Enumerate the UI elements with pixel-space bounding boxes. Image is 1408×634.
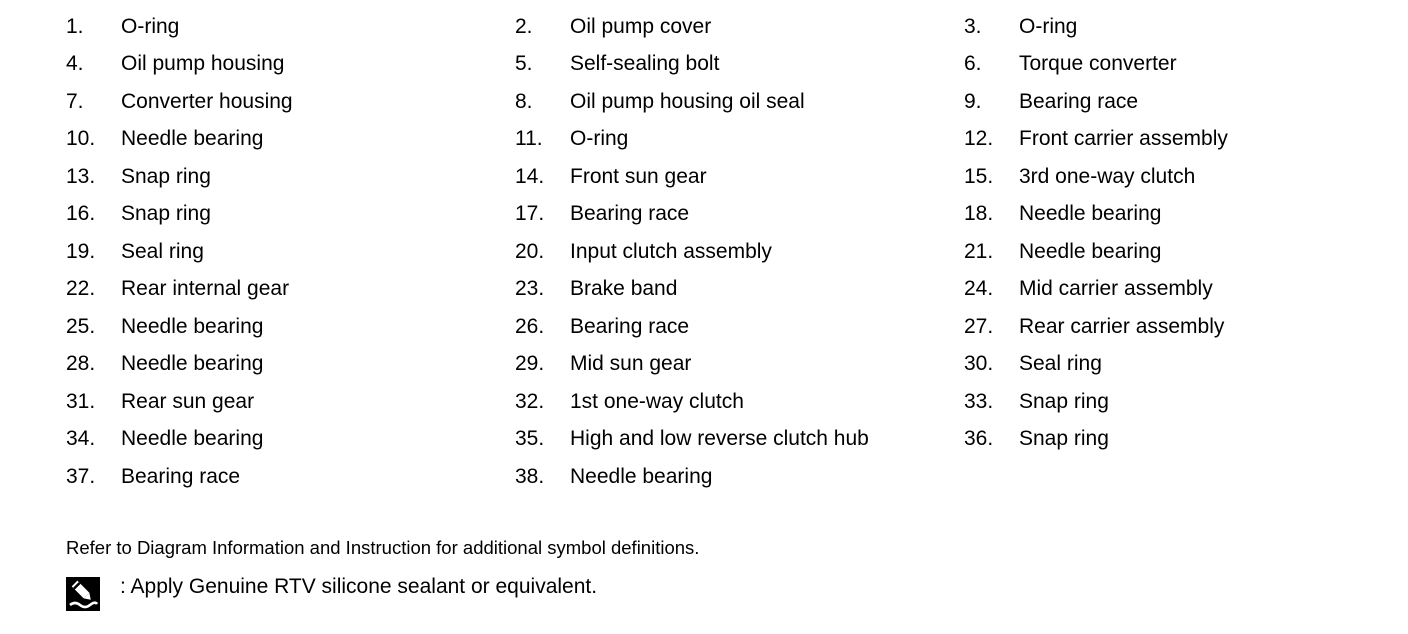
- legend-label: Rear carrier assembly: [1019, 314, 1225, 338]
- legend-item-2: [515, 8, 964, 46]
- symbol-definition-note: Refer to Diagram Information and Instruction for additional symbol definitions.: [66, 537, 700, 558]
- legend-number: 30.: [964, 352, 994, 376]
- legend-item-31: [66, 383, 515, 421]
- sealant-symbol-text: : Apply Genuine RTV silicone sealant or equivalent.: [120, 575, 598, 598]
- legend-item-16: [66, 196, 515, 234]
- legend-item-13: [66, 158, 515, 196]
- legend-item-7: [66, 83, 515, 121]
- legend-number: 4.: [66, 52, 84, 76]
- legend-number: 15.: [964, 164, 994, 188]
- legend-item-1: [66, 8, 515, 46]
- legend-label: Snap ring: [121, 202, 211, 226]
- legend-label: Seal ring: [1019, 352, 1102, 376]
- legend-label: Bearing race: [570, 202, 690, 226]
- legend-number: 25.: [66, 314, 96, 338]
- sealant-icon: [66, 577, 100, 611]
- legend-number: 31.: [66, 389, 96, 413]
- legend-number: 38.: [515, 464, 545, 488]
- legend-item-37: [66, 458, 515, 496]
- legend-item-20: [515, 233, 964, 271]
- legend-item-35: [515, 421, 964, 459]
- legend-item-11: [515, 121, 964, 159]
- legend-label: Needle bearing: [121, 314, 264, 338]
- legend-label: 1st one-way clutch: [570, 389, 744, 413]
- legend-number: 5.: [515, 52, 533, 76]
- legend-label: Needle bearing: [121, 127, 264, 151]
- legend-label: O-ring: [121, 14, 180, 38]
- legend-label: Snap ring: [1019, 389, 1109, 413]
- legend-item-36: [964, 421, 1364, 459]
- legend-number: 2.: [515, 14, 533, 38]
- legend-label: Bearing race: [121, 464, 241, 488]
- legend-item-22: [66, 271, 515, 309]
- legend-number: 23.: [515, 277, 545, 301]
- legend-item-30: [964, 346, 1364, 384]
- legend-item-12: [964, 121, 1364, 159]
- legend-number: 13.: [66, 164, 96, 188]
- legend-item-38: [515, 458, 964, 496]
- legend-number: 11.: [515, 127, 543, 151]
- legend-label: Needle bearing: [121, 427, 264, 451]
- legend-label: Front sun gear: [570, 164, 707, 188]
- legend-number: 20.: [515, 239, 545, 263]
- sealant-symbol-row: [66, 574, 597, 610]
- legend-item-25: [66, 308, 515, 346]
- legend-number: 32.: [515, 389, 545, 413]
- legend-number: 10.: [66, 127, 96, 151]
- legend-label: Needle bearing: [1019, 239, 1162, 263]
- legend-number: 3.: [964, 14, 982, 38]
- legend-label: Seal ring: [121, 239, 204, 263]
- legend-label: Mid sun gear: [570, 352, 692, 376]
- legend-label: Needle bearing: [121, 352, 264, 376]
- legend-item-23: [515, 271, 964, 309]
- legend-label: Rear sun gear: [121, 389, 255, 413]
- legend-number: 33.: [964, 389, 994, 413]
- legend-item-27: [964, 308, 1364, 346]
- legend-item-6: [964, 46, 1364, 84]
- legend-number: 22.: [66, 277, 96, 301]
- legend-item-21: [964, 233, 1364, 271]
- legend-number: 29.: [515, 352, 545, 376]
- legend-label: Needle bearing: [1019, 202, 1162, 226]
- legend-label: High and low reverse clutch hub: [570, 427, 869, 451]
- legend-item-33: [964, 383, 1364, 421]
- legend-number: 7.: [66, 89, 84, 113]
- legend-number: 8.: [515, 89, 533, 113]
- legend-label: O-ring: [1019, 14, 1078, 38]
- legend-label: Needle bearing: [570, 464, 713, 488]
- legend-item-9: [964, 83, 1364, 121]
- legend-label: Rear internal gear: [121, 277, 290, 301]
- legend-item-17: [515, 196, 964, 234]
- legend-item-10: [66, 121, 515, 159]
- legend-label: Converter housing: [121, 89, 293, 113]
- legend-number: 27.: [964, 314, 994, 338]
- legend-item-19: [66, 233, 515, 271]
- legend-item-29: [515, 346, 964, 384]
- legend-number: 6.: [964, 52, 982, 76]
- legend-label: Oil pump housing: [121, 52, 285, 76]
- legend-number: 26.: [515, 314, 545, 338]
- legend-number: 35.: [515, 427, 545, 451]
- legend-number: 17.: [515, 202, 545, 226]
- legend-number: 21.: [964, 239, 994, 263]
- legend-number: 9.: [964, 89, 982, 113]
- legend-item-8: [515, 83, 964, 121]
- legend-item-3: [964, 8, 1364, 46]
- legend-item-34: [66, 421, 515, 459]
- legend-number: 16.: [66, 202, 96, 226]
- legend-label: Self-sealing bolt: [570, 52, 720, 76]
- legend-label: O-ring: [570, 127, 629, 151]
- legend-number: 1.: [66, 14, 84, 38]
- parts-legend: [66, 8, 1366, 496]
- legend-number: 19.: [66, 239, 96, 263]
- legend-item-14: [515, 158, 964, 196]
- legend-item-26: [515, 308, 964, 346]
- legend-number: 37.: [66, 464, 96, 488]
- legend-label: 3rd one-way clutch: [1019, 164, 1196, 188]
- legend-label: Brake band: [570, 277, 678, 301]
- legend-number: 28.: [66, 352, 96, 376]
- legend-label: Snap ring: [121, 164, 211, 188]
- legend-item-18: [964, 196, 1364, 234]
- legend-item-32: [515, 383, 964, 421]
- legend-number: 12.: [964, 127, 994, 151]
- legend-item-5: [515, 46, 964, 84]
- legend-item-28: [66, 346, 515, 384]
- legend-label: Oil pump housing oil seal: [570, 89, 805, 113]
- legend-label: Mid carrier assembly: [1019, 277, 1213, 301]
- legend-number: 14.: [515, 164, 545, 188]
- legend-number: 24.: [964, 277, 994, 301]
- legend-number: 18.: [964, 202, 994, 226]
- legend-number: 34.: [66, 427, 96, 451]
- legend-item-4: [66, 46, 515, 84]
- legend-item-15: [964, 158, 1364, 196]
- legend-label: Torque converter: [1019, 52, 1177, 76]
- legend-number: 36.: [964, 427, 994, 451]
- legend-label: Input clutch assembly: [570, 239, 772, 263]
- legend-item-24: [964, 271, 1364, 309]
- legend-label: Front carrier assembly: [1019, 127, 1228, 151]
- legend-label: Bearing race: [570, 314, 690, 338]
- legend-label: Bearing race: [1019, 89, 1139, 113]
- legend-label: Oil pump cover: [570, 14, 712, 38]
- legend-label: Snap ring: [1019, 427, 1109, 451]
